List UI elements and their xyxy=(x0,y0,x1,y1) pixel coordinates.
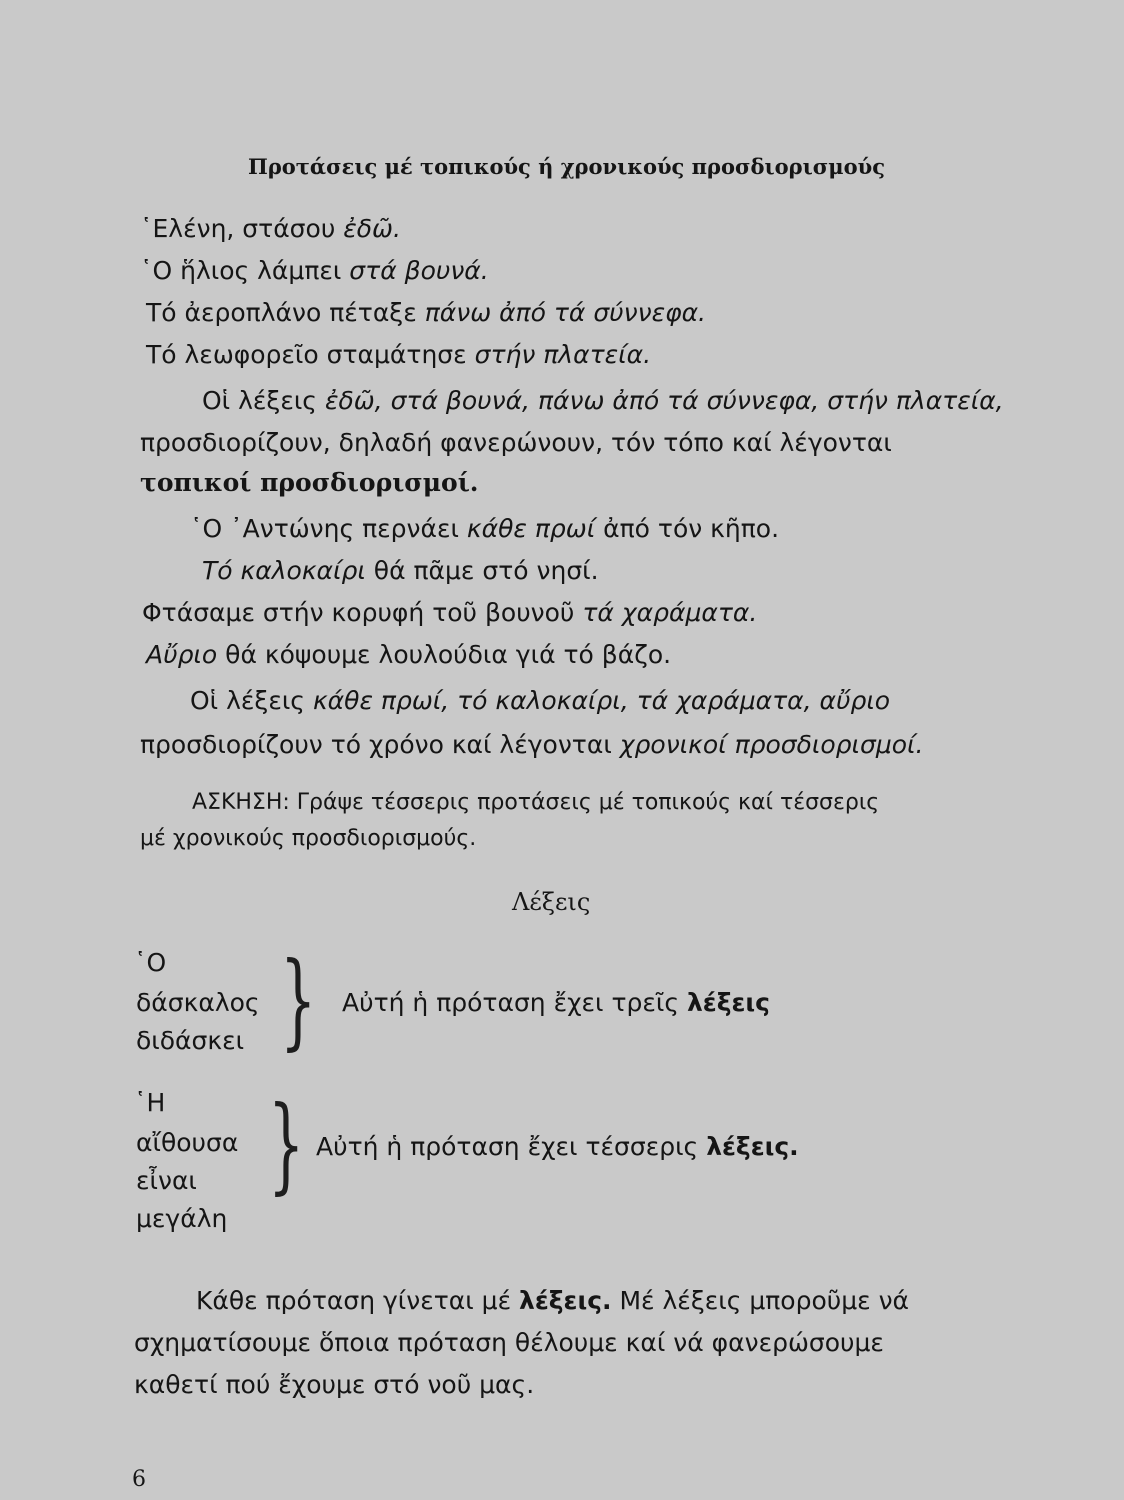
caption-bold: λέξεις xyxy=(686,988,770,1017)
closing-text: Κάθε πρόταση γίνεται μέ xyxy=(196,1286,520,1315)
example-text: θά κόψουμε λουλούδια γιά τό βάζο. xyxy=(217,640,672,669)
page-number: 6 xyxy=(132,1467,146,1492)
example-text: ἀπό τόν κῆπο. xyxy=(595,514,780,543)
place-term xyxy=(140,466,479,500)
example-italic: Τό καλοκαίρι xyxy=(202,556,366,585)
example2-word-2: αἴθουσα xyxy=(136,1128,239,1157)
brace-icon: } xyxy=(280,939,317,1061)
place-term-bold: τοπικοί προσδιορισμοί. xyxy=(140,468,479,497)
section-heading: Προτάσεις μέ τοπικούς ή χρονικούς προσδιορισμούς xyxy=(248,154,885,179)
place-example-2 xyxy=(140,254,489,288)
brace-icon: } xyxy=(268,1083,305,1205)
example2-word-1: ῾Η xyxy=(134,1088,166,1117)
example-text: ῾Ελένη, στάσου xyxy=(140,214,344,243)
closing-bold: λέξεις. xyxy=(519,1286,612,1315)
explanation-italic: χρονικοί προσδιορισμοί. xyxy=(619,730,924,759)
caption-text: Αὐτή ἡ πρόταση ἔχει τρεῖς xyxy=(342,988,687,1017)
place-explanation-line-2: προσδιορίζουν, δηλαδή φανερώνουν, τόν τόπο καί λέγονται xyxy=(140,428,892,457)
time-example-3 xyxy=(142,596,757,630)
example-italic: στά βουνά. xyxy=(349,256,489,285)
example-text: ῾Ο ἥλιος λάμπει xyxy=(140,256,350,285)
example-text: θά πᾶμε στό νησί. xyxy=(365,556,599,585)
caption-text: Αὐτή ἡ πρόταση ἔχει τέσσερις xyxy=(316,1132,707,1161)
place-example-1 xyxy=(140,212,401,246)
place-explanation-line-1 xyxy=(202,384,1004,418)
example-italic: κάθε πρωί xyxy=(466,514,596,543)
closing-line-1 xyxy=(196,1284,909,1318)
explanation-text: Οἱ λέξεις xyxy=(190,686,313,715)
explanation-text: προσδιορίζουν τό χρόνο καί λέγονται xyxy=(140,730,620,759)
example1-word-1: ῾Ο xyxy=(134,948,167,977)
example-text: ῾Ο ᾿Αντώνης περνάει xyxy=(190,514,467,543)
explanation-italic: κάθε πρωί, τό καλοκαίρι, τά χαράματα, αὔριο xyxy=(312,686,891,715)
closing-text: Μέ λέξεις μποροῦμε νά xyxy=(611,1286,910,1315)
closing-line-2: σχηματίσουμε ὅποια πρόταση θέλουμε καί νά φανερώσουμε xyxy=(134,1328,884,1357)
example2-caption xyxy=(316,1130,799,1164)
place-example-3 xyxy=(146,296,706,330)
time-example-2 xyxy=(202,554,599,588)
caption-bold: λέξεις. xyxy=(706,1132,799,1161)
example1-word-2: δάσκαλος xyxy=(136,988,260,1017)
example-italic: τά χαράματα. xyxy=(582,598,758,627)
time-example-4 xyxy=(146,638,671,672)
example-text: Τό λεωφορεῖο σταμάτησε xyxy=(146,340,475,369)
example-text: Φτάσαμε στήν κορυφή τοῦ βουνοῦ xyxy=(142,598,583,627)
example-italic: στήν πλατεία. xyxy=(474,340,652,369)
closing-line-3: καθετί πού ἔχουμε στό νοῦ μας. xyxy=(134,1370,535,1399)
time-explanation-line-2 xyxy=(140,728,923,762)
exercise-line-2: μέ χρονικούς προσδιορισμούς. xyxy=(140,826,477,851)
time-example-1 xyxy=(190,512,779,546)
exercise-line-1: ΑΣΚΗΣΗ: Γράψε τέσσερις προτάσεις μέ τοπικούς καί τέσσερις xyxy=(192,790,880,815)
example2-word-3: εἶναι xyxy=(136,1166,197,1195)
explanation-text: Οἱ λέξεις xyxy=(202,386,325,415)
explanation-italic: ἐδῶ, στά βουνά, πάνω ἀπό τά σύννεφα, στήν πλατεία, xyxy=(324,386,1004,415)
example-italic: Αὔριο xyxy=(146,640,218,669)
place-example-4 xyxy=(146,338,651,372)
example-text: Τό ἀεροπλάνο πέταξε xyxy=(146,298,425,327)
words-title: Λέξεις xyxy=(512,888,591,916)
example1-word-3: διδάσκει xyxy=(136,1026,245,1055)
example-italic: πάνω ἀπό τά σύννεφα. xyxy=(424,298,707,327)
example2-word-4: μεγάλη xyxy=(136,1204,228,1233)
example1-caption xyxy=(342,986,770,1020)
example-italic: ἐδῶ. xyxy=(343,214,401,243)
time-explanation-line-1 xyxy=(190,684,890,718)
